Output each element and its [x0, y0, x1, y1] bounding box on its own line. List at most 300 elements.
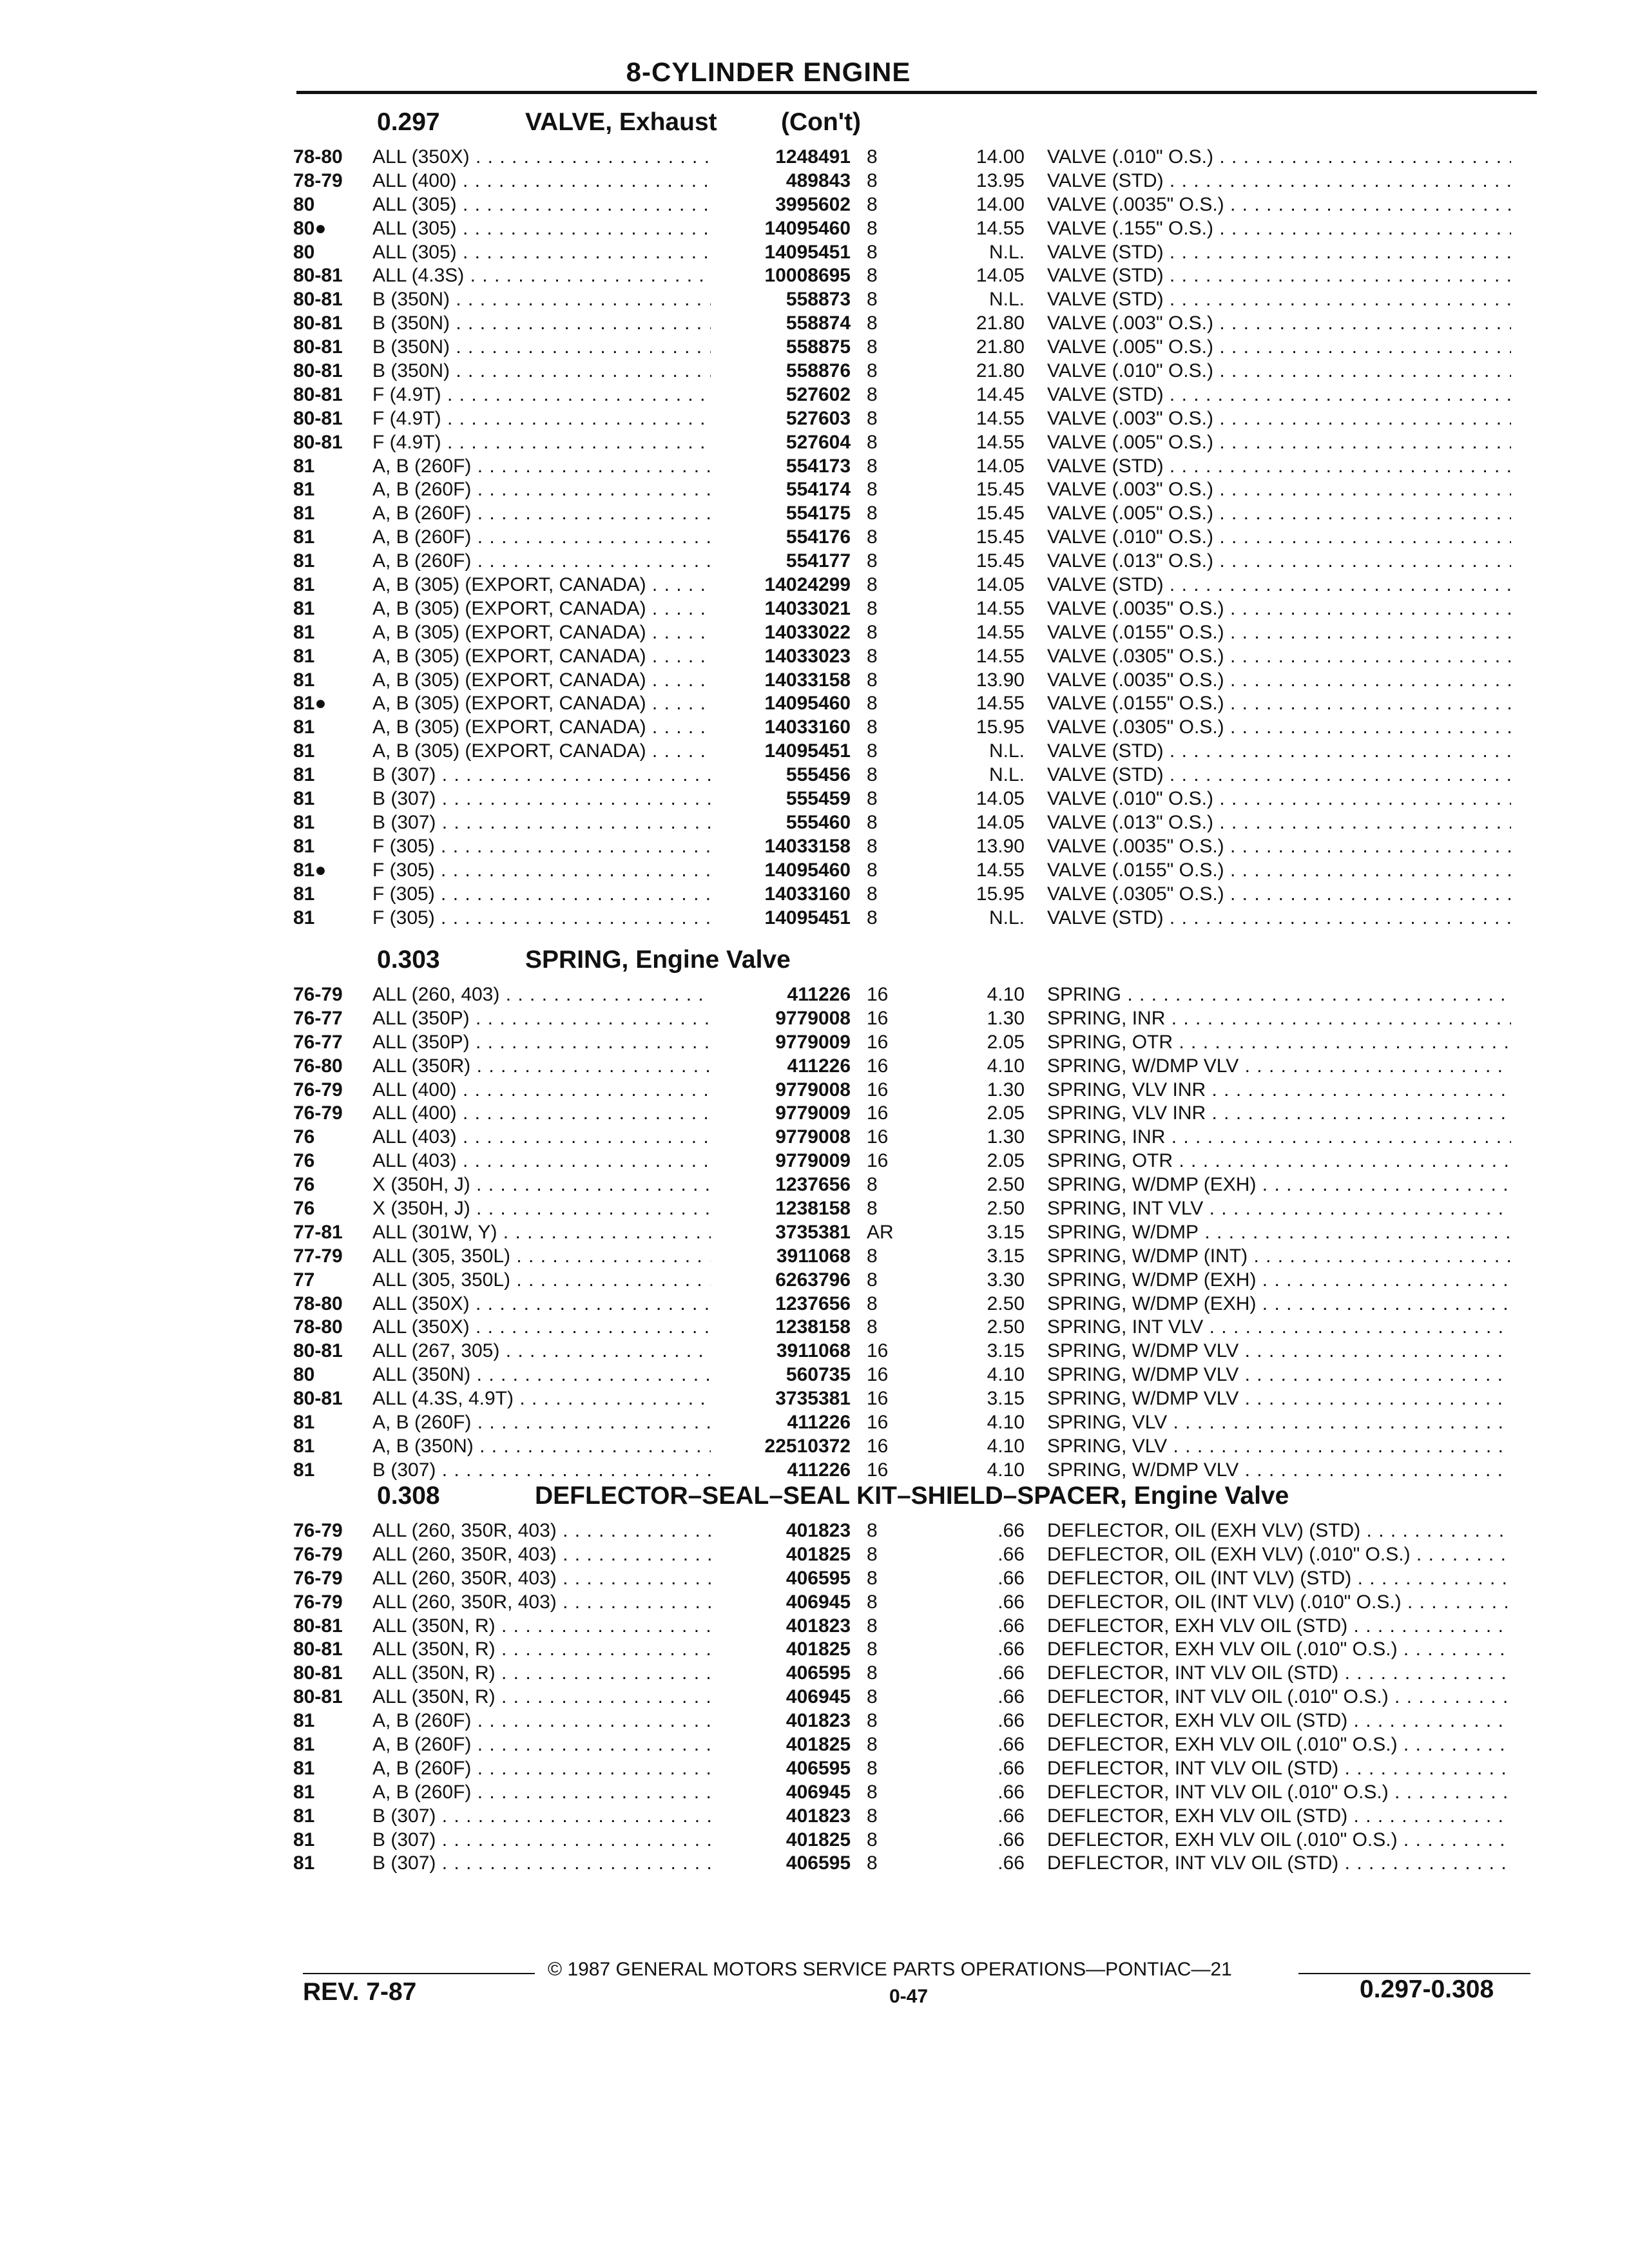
- table-row: [0, 526, 1629, 550]
- table-row: [0, 883, 1629, 907]
- part-number: 558875: [786, 336, 851, 358]
- model-year: 80-81: [293, 360, 343, 382]
- part-number: 555460: [786, 811, 851, 833]
- model-engine: B (350N) . . .: [372, 336, 711, 360]
- table-row: [0, 740, 1629, 764]
- model-engine: A, B (305) (EXPORT, CANADA) . . .: [372, 645, 711, 669]
- quantity: 8: [867, 407, 878, 429]
- price: 14.05: [976, 265, 1025, 287]
- model-engine: ALL (350X) . . .: [372, 1316, 711, 1340]
- quantity: 16: [867, 1126, 889, 1148]
- model-engine: F (305) . . .: [372, 835, 711, 859]
- model-engine: F (4.9T) . . .: [372, 383, 711, 407]
- model-year: 81: [293, 835, 315, 857]
- quantity: 8: [867, 312, 878, 334]
- model-engine: A, B (260F) . . .: [372, 478, 711, 502]
- price: 15.45: [976, 526, 1025, 548]
- quantity: 8: [867, 336, 878, 358]
- part-number: 401823: [786, 1805, 851, 1827]
- part-description: DEFLECTOR, INT VLV OIL (STD) . . .: [1047, 1757, 1511, 1781]
- part-number: 406595: [786, 1757, 851, 1779]
- model-engine: B (307) . . .: [372, 1852, 711, 1876]
- table-row: [0, 146, 1629, 169]
- part-description: DEFLECTOR, OIL (INT VLV) (STD) . . .: [1047, 1567, 1511, 1591]
- part-number: 406595: [786, 1662, 851, 1684]
- price: 2.50: [987, 1316, 1025, 1338]
- quantity: 8: [867, 1781, 878, 1803]
- model-engine: F (4.9T) . . .: [372, 431, 711, 455]
- price: 1.30: [987, 1079, 1025, 1100]
- part-number: 406945: [786, 1591, 851, 1613]
- quantity: 8: [867, 479, 878, 501]
- part-number: 1248491: [775, 146, 851, 168]
- model-year: 81: [293, 1459, 315, 1481]
- model-year: 76-79: [293, 1543, 343, 1565]
- model-engine: ALL (350X) . . .: [372, 146, 711, 169]
- model-year: 81: [293, 597, 315, 619]
- table-row: [0, 1662, 1629, 1686]
- model-year: 81: [293, 574, 315, 596]
- price: 3.15: [987, 1245, 1025, 1267]
- part-description: VALVE (STD) . . .: [1047, 383, 1511, 407]
- model-year: 81: [293, 740, 315, 762]
- model-year: 76-79: [293, 984, 343, 1005]
- price: N.L.: [988, 907, 1025, 928]
- table-row: [0, 983, 1629, 1007]
- model-year: 81: [293, 1757, 315, 1779]
- model-engine: ALL (305, 350L) . . .: [372, 1269, 711, 1293]
- model-engine: ALL (260, 350R, 403) . . .: [372, 1567, 711, 1591]
- model-year: 81●: [293, 859, 327, 881]
- model-year: 81: [293, 883, 315, 905]
- price: 14.05: [976, 574, 1025, 596]
- part-number: 1237656: [775, 1174, 851, 1196]
- model-engine: B (307) . . .: [372, 787, 711, 811]
- section-0-297: [0, 108, 1629, 930]
- model-year: 80-81: [293, 1686, 343, 1708]
- price: 14.55: [976, 621, 1025, 643]
- part-number: 411226: [787, 1459, 851, 1481]
- price: .66: [998, 1543, 1025, 1565]
- part-number: 14033022: [764, 621, 851, 643]
- quantity: 8: [867, 859, 878, 881]
- model-year: 77: [293, 1269, 315, 1291]
- part-number: 527604: [786, 431, 851, 453]
- table-row: [0, 907, 1629, 930]
- model-engine: B (307) . . .: [372, 811, 711, 835]
- quantity: 8: [867, 788, 878, 810]
- table-row: [0, 1686, 1629, 1709]
- table-row: [0, 1363, 1629, 1387]
- quantity: 8: [867, 1591, 878, 1613]
- model-year: 76-79: [293, 1567, 343, 1589]
- model-engine: F (305) . . .: [372, 883, 711, 907]
- price: N.L.: [988, 740, 1025, 762]
- part-number: 9779009: [775, 1031, 851, 1053]
- model-year: 77-81: [293, 1221, 343, 1243]
- part-description: VALVE (STD) . . .: [1047, 573, 1511, 597]
- part-description: DEFLECTOR, INT VLV OIL (.010" O.S.) . . .: [1047, 1781, 1511, 1805]
- part-description: VALVE (STD) . . .: [1047, 241, 1511, 265]
- model-engine: A, B (260F) . . .: [372, 455, 711, 479]
- section-title: VALVE, Exhaust: [525, 108, 717, 136]
- quantity: 8: [867, 169, 878, 191]
- price: 14.05: [976, 811, 1025, 833]
- part-description: VALVE (.0305" O.S.) . . .: [1047, 716, 1511, 740]
- part-description: VALVE (.010" O.S.) . . .: [1047, 360, 1511, 383]
- part-description: SPRING, W/DMP VLV . . .: [1047, 1363, 1511, 1387]
- part-description: SPRING . . .: [1047, 983, 1511, 1007]
- table-row: [0, 1055, 1629, 1079]
- part-description: VALVE (.003" O.S.) . . .: [1047, 478, 1511, 502]
- model-year: 80-81: [293, 431, 343, 453]
- price: .66: [998, 1757, 1025, 1779]
- section-title: SPRING, Engine Valve: [525, 946, 791, 974]
- price: .66: [998, 1781, 1025, 1803]
- model-year: 81: [293, 526, 315, 548]
- model-year: 76-79: [293, 1520, 343, 1541]
- table-row: [0, 1829, 1629, 1852]
- model-year: 78-80: [293, 1293, 343, 1314]
- price: .66: [998, 1639, 1025, 1660]
- model-engine: A, B (305) (EXPORT, CANADA) . . .: [372, 669, 711, 693]
- part-description: DEFLECTOR, OIL (EXH VLV) (.010" O.S.) . . .: [1047, 1543, 1511, 1567]
- price: .66: [998, 1662, 1025, 1684]
- section-number: 0.308: [377, 1482, 440, 1510]
- model-year: 81: [293, 669, 315, 691]
- table-row: [0, 1173, 1629, 1197]
- price: 14.00: [976, 193, 1025, 215]
- price: 1.30: [987, 1126, 1025, 1148]
- model-year: 81: [293, 764, 315, 786]
- part-description: DEFLECTOR, OIL (INT VLV) (.010" O.S.) . . .: [1047, 1591, 1511, 1615]
- quantity: 8: [867, 1174, 878, 1196]
- price: 3.15: [987, 1221, 1025, 1243]
- part-description: VALVE (STD) . . .: [1047, 764, 1511, 787]
- quantity: 8: [867, 1686, 878, 1708]
- table-row: [0, 669, 1629, 693]
- price: 14.55: [976, 859, 1025, 881]
- quantity: 8: [867, 645, 878, 667]
- model-engine: ALL (350P) . . .: [372, 1031, 711, 1055]
- page-title: 8-CYLINDER ENGINE: [626, 57, 911, 87]
- model-engine: ALL (260, 350R, 403) . . .: [372, 1591, 711, 1615]
- quantity: 8: [867, 1710, 878, 1732]
- table-row: [0, 1543, 1629, 1567]
- part-description: VALVE (.003" O.S.) . . .: [1047, 312, 1511, 336]
- part-number: 554173: [786, 455, 851, 477]
- model-engine: F (305) . . .: [372, 907, 711, 930]
- part-description: DEFLECTOR, INT VLV OIL (.010" O.S.) . . .: [1047, 1686, 1511, 1709]
- price: 14.55: [976, 431, 1025, 453]
- table-row: [0, 1519, 1629, 1543]
- model-year: 78-80: [293, 146, 343, 168]
- part-number: 558874: [786, 312, 851, 334]
- price: 2.50: [987, 1174, 1025, 1196]
- part-description: SPRING, INT VLV . . .: [1047, 1197, 1511, 1221]
- part-description: VALVE (.003" O.S.) . . .: [1047, 407, 1511, 431]
- model-year: 81: [293, 645, 315, 667]
- model-year: 76: [293, 1174, 315, 1196]
- table-row: [0, 1411, 1629, 1435]
- footer-rule-left: [303, 1973, 535, 1974]
- table-row: [0, 360, 1629, 383]
- model-engine: ALL (403) . . .: [372, 1126, 711, 1149]
- model-year: 78-79: [293, 169, 343, 191]
- part-description: DEFLECTOR, EXH VLV OIL (.010" O.S.) . . .: [1047, 1638, 1511, 1662]
- quantity: 16: [867, 1079, 889, 1100]
- section-number: 0.297: [377, 108, 440, 136]
- quantity: 8: [867, 1245, 878, 1267]
- part-number: 3911068: [776, 1340, 851, 1362]
- table-row: [0, 1007, 1629, 1031]
- price: 1.30: [987, 1007, 1025, 1029]
- price: .66: [998, 1567, 1025, 1589]
- model-year: 80-81: [293, 1388, 343, 1410]
- price: .66: [998, 1686, 1025, 1708]
- quantity: 8: [867, 431, 878, 453]
- model-engine: F (305) . . .: [372, 859, 711, 883]
- table-row: [0, 1805, 1629, 1829]
- price: 14.55: [976, 217, 1025, 239]
- price: 4.10: [987, 1055, 1025, 1077]
- part-number: 411226: [787, 1055, 851, 1077]
- price: 15.45: [976, 503, 1025, 524]
- model-engine: ALL (350P) . . .: [372, 1007, 711, 1031]
- quantity: 8: [867, 1615, 878, 1637]
- quantity: 16: [867, 984, 889, 1005]
- part-number: 14033158: [764, 669, 851, 691]
- section-title: DEFLECTOR–SEAL–SEAL KIT–SHIELD–SPACER, Engine Valve: [535, 1482, 1289, 1510]
- quantity: 8: [867, 193, 878, 215]
- table-row: [0, 1638, 1629, 1662]
- table-row: [0, 241, 1629, 265]
- table-row: [0, 1269, 1629, 1293]
- table-row: [0, 1781, 1629, 1805]
- quantity: 8: [867, 1639, 878, 1660]
- table-row: [0, 1126, 1629, 1149]
- part-description: VALVE (.005" O.S.) . . .: [1047, 336, 1511, 360]
- quantity: 8: [867, 1269, 878, 1291]
- model-year: 80: [293, 241, 315, 263]
- quantity: 8: [867, 907, 878, 928]
- part-description: SPRING, W/DMP VLV . . .: [1047, 1459, 1511, 1483]
- price: 2.05: [987, 1031, 1025, 1053]
- section-number: 0.303: [377, 946, 440, 974]
- model-engine: F (4.9T) . . .: [372, 407, 711, 431]
- quantity: 8: [867, 1662, 878, 1684]
- table-row: [0, 1031, 1629, 1055]
- part-description: SPRING, VLV . . .: [1047, 1435, 1511, 1459]
- quantity: 8: [867, 1829, 878, 1850]
- header-rule: [296, 91, 1537, 94]
- model-year: 81: [293, 550, 315, 572]
- model-engine: ALL (350R) . . .: [372, 1055, 711, 1079]
- model-year: 77-79: [293, 1245, 343, 1267]
- quantity: 16: [867, 1388, 889, 1410]
- quantity: 16: [867, 1364, 889, 1386]
- quantity: 8: [867, 455, 878, 477]
- model-engine: A, B (305) (EXPORT, CANADA) . . .: [372, 716, 711, 740]
- part-description: SPRING, W/DMP (EXH) . . .: [1047, 1269, 1511, 1293]
- model-engine: ALL (305) . . .: [372, 193, 711, 217]
- price: 2.05: [987, 1102, 1025, 1124]
- price: 13.90: [976, 835, 1025, 857]
- part-description: SPRING, W/DMP (INT) . . .: [1047, 1245, 1511, 1269]
- model-year: 76-80: [293, 1055, 343, 1077]
- model-engine: B (307) . . .: [372, 1829, 711, 1852]
- model-engine: ALL (260, 350R, 403) . . .: [372, 1543, 711, 1567]
- part-number: 14024299: [764, 574, 851, 596]
- part-description: VALVE (STD) . . .: [1047, 455, 1511, 479]
- table-row: [0, 621, 1629, 645]
- quantity: 8: [867, 883, 878, 905]
- part-description: VALVE (.0035" O.S.) . . .: [1047, 193, 1511, 217]
- part-description: VALVE (.0155" O.S.) . . .: [1047, 859, 1511, 883]
- part-number: 401823: [786, 1710, 851, 1732]
- quantity: 8: [867, 526, 878, 548]
- quantity: 8: [867, 241, 878, 263]
- part-number: 22510372: [764, 1435, 851, 1457]
- model-engine: A, B (260F) . . .: [372, 502, 711, 526]
- part-description: VALVE (.010" O.S.) . . .: [1047, 146, 1511, 169]
- table-row: [0, 835, 1629, 859]
- part-number: 14095451: [764, 241, 851, 263]
- price: 14.00: [976, 146, 1025, 168]
- price: 14.05: [976, 455, 1025, 477]
- table-row: [0, 455, 1629, 479]
- table-row: [0, 502, 1629, 526]
- part-number: 560735: [786, 1364, 851, 1386]
- part-number: 406945: [786, 1686, 851, 1708]
- price: 13.95: [976, 169, 1025, 191]
- section-range: 0.297-0.308: [1360, 1975, 1494, 2003]
- part-number: 555459: [786, 788, 851, 810]
- model-year: 81: [293, 1781, 315, 1803]
- part-number: 14033021: [764, 597, 851, 619]
- part-number: 3735381: [775, 1221, 851, 1243]
- price: 3.15: [987, 1340, 1025, 1362]
- part-number: 558873: [786, 289, 851, 311]
- model-year: 76-79: [293, 1079, 343, 1100]
- model-engine: B (307) . . .: [372, 764, 711, 787]
- model-engine: ALL (400) . . .: [372, 1079, 711, 1102]
- price: 21.80: [976, 360, 1025, 382]
- price: 21.80: [976, 336, 1025, 358]
- price: N.L.: [988, 289, 1025, 311]
- price: .66: [998, 1591, 1025, 1613]
- footer-rule-right: [1298, 1973, 1530, 1974]
- quantity: 16: [867, 1412, 889, 1434]
- part-description: VALVE (.0155" O.S.) . . .: [1047, 692, 1511, 716]
- quantity: 8: [867, 146, 878, 168]
- model-engine: ALL (403) . . .: [372, 1149, 711, 1173]
- model-year: 81: [293, 479, 315, 501]
- table-row: [0, 1079, 1629, 1102]
- model-engine: ALL (350X) . . .: [372, 1293, 711, 1316]
- part-description: VALVE (.010" O.S.) . . .: [1047, 787, 1511, 811]
- table-row: [0, 1709, 1629, 1733]
- part-number: 1237656: [775, 1293, 851, 1314]
- part-description: SPRING, INT VLV . . .: [1047, 1316, 1511, 1340]
- price: 21.80: [976, 312, 1025, 334]
- part-number: 554176: [786, 526, 851, 548]
- table-row: [0, 1733, 1629, 1757]
- model-year: 80-81: [293, 407, 343, 429]
- part-number: 3735381: [775, 1388, 851, 1410]
- part-description: DEFLECTOR, EXH VLV OIL (STD) . . .: [1047, 1615, 1511, 1639]
- price: 15.45: [976, 479, 1025, 501]
- price: 2.50: [987, 1198, 1025, 1220]
- price: .66: [998, 1734, 1025, 1756]
- part-description: VALVE (.0305" O.S.) . . .: [1047, 645, 1511, 669]
- price: 15.95: [976, 883, 1025, 905]
- part-description: VALVE (.013" O.S.) . . .: [1047, 811, 1511, 835]
- price: .66: [998, 1520, 1025, 1541]
- model-engine: A, B (305) (EXPORT, CANADA) . . .: [372, 692, 711, 716]
- part-number: 14033160: [764, 716, 851, 738]
- model-engine: ALL (4.3S, 4.9T) . . .: [372, 1387, 711, 1411]
- part-number: 527603: [786, 407, 851, 429]
- quantity: 8: [867, 217, 878, 239]
- table-row: [0, 431, 1629, 455]
- model-year: 76: [293, 1126, 315, 1148]
- model-engine: A, B (260F) . . .: [372, 1781, 711, 1805]
- quantity: 8: [867, 1198, 878, 1220]
- part-number: 6263796: [775, 1269, 851, 1291]
- model-engine: ALL (350N) . . .: [372, 1363, 711, 1387]
- model-engine: A, B (305) (EXPORT, CANADA) . . .: [372, 740, 711, 764]
- model-engine: ALL (350N, R) . . .: [372, 1686, 711, 1709]
- model-engine: X (350H, J) . . .: [372, 1173, 711, 1197]
- model-engine: ALL (400) . . .: [372, 169, 711, 193]
- part-number: 401825: [786, 1543, 851, 1565]
- quantity: 8: [867, 1852, 878, 1874]
- table-row: [0, 1293, 1629, 1316]
- model-engine: ALL (400) . . .: [372, 1102, 711, 1126]
- part-number: 3911068: [776, 1245, 851, 1267]
- table-row: [0, 716, 1629, 740]
- quantity: 8: [867, 621, 878, 643]
- table-row: [0, 1615, 1629, 1639]
- model-year: 80-81: [293, 336, 343, 358]
- table-row: [0, 193, 1629, 217]
- model-engine: A, B (260F) . . .: [372, 1709, 711, 1733]
- part-description: SPRING, W/DMP (EXH) . . .: [1047, 1293, 1511, 1316]
- price: 4.10: [987, 984, 1025, 1005]
- part-number: 10008695: [764, 265, 851, 287]
- model-engine: A, B (350N) . . .: [372, 1435, 711, 1459]
- model-year: 80-81: [293, 1639, 343, 1660]
- model-year: 76-77: [293, 1007, 343, 1029]
- table-row: [0, 169, 1629, 193]
- price: .66: [998, 1829, 1025, 1850]
- part-description: DEFLECTOR, EXH VLV OIL (.010" O.S.) . . .: [1047, 1829, 1511, 1852]
- price: 14.55: [976, 597, 1025, 619]
- model-year: 80: [293, 193, 315, 215]
- quantity: 8: [867, 1734, 878, 1756]
- model-engine: A, B (305) (EXPORT, CANADA) . . .: [372, 573, 711, 597]
- part-number: 14033160: [764, 883, 851, 905]
- quantity: 16: [867, 1031, 889, 1053]
- price: 3.15: [987, 1388, 1025, 1410]
- model-year: 80: [293, 1364, 315, 1386]
- table-row: [0, 811, 1629, 835]
- quantity: 8: [867, 740, 878, 762]
- model-engine: X (350H, J) . . .: [372, 1197, 711, 1221]
- model-year: 81: [293, 716, 315, 738]
- price: 2.50: [987, 1293, 1025, 1314]
